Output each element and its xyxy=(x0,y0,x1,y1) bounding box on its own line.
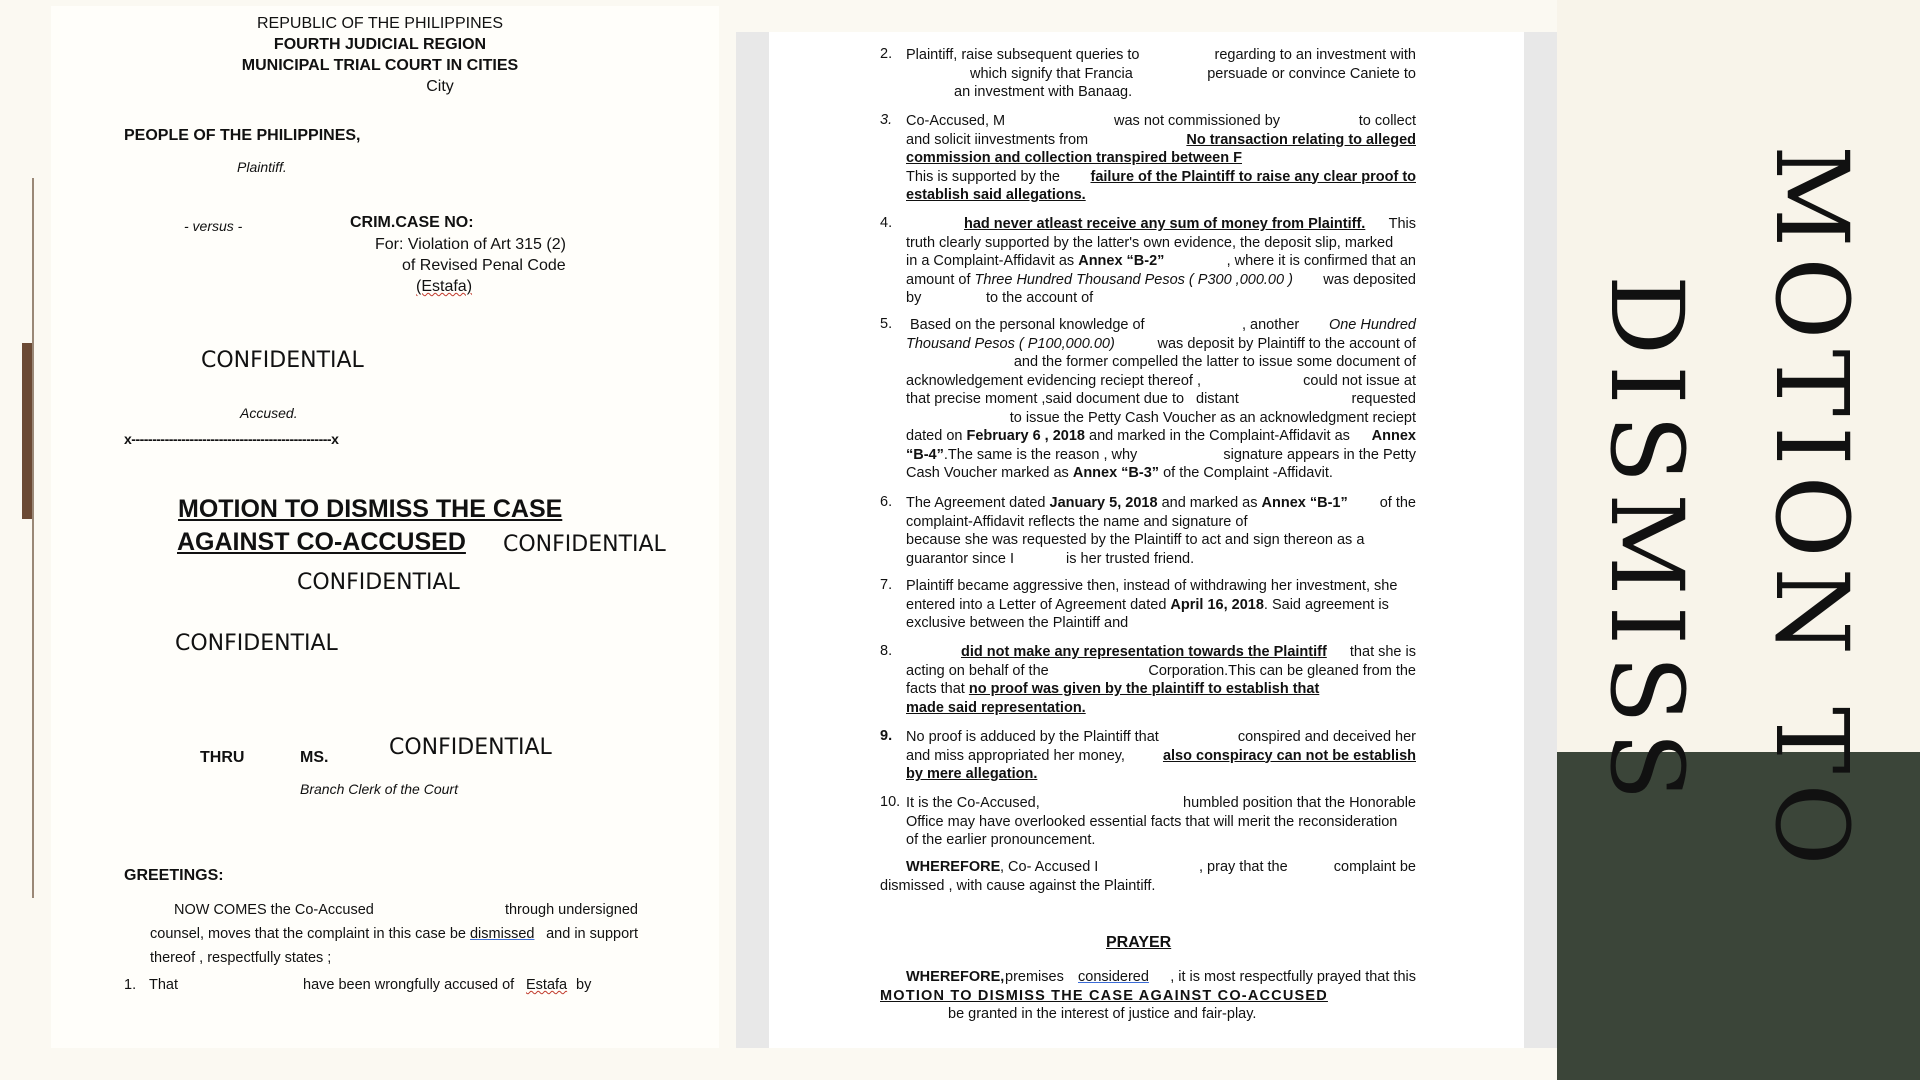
p3-line1c: to collect xyxy=(1358,113,1416,129)
wh2-c: considered xyxy=(1078,969,1149,985)
p3-line1b: was not commissioned by xyxy=(1114,113,1281,129)
p5-line7d: Annex xyxy=(1371,428,1416,444)
para-5-number: 5. xyxy=(880,316,893,332)
para-8-number: 8. xyxy=(880,643,893,659)
para-10 xyxy=(906,794,1416,850)
p5-line6: to issue the Petty Cash Voucher as an acknowledgment reciept xyxy=(1009,409,1416,426)
p9-line2a: and miss appropriated her money, xyxy=(906,747,1125,764)
p7-line3: exclusive between the Plaintiff and xyxy=(906,615,1129,631)
p5-line5b: distant xyxy=(1196,391,1239,407)
p3-line4a: This is supported by the xyxy=(906,168,1060,185)
item-1-text-a: That xyxy=(149,977,179,993)
para-6-number: 6. xyxy=(880,494,893,510)
para-7 xyxy=(906,577,1416,633)
p5-line9b: Annex “B-3” xyxy=(1072,465,1160,481)
p5-line1a: Based on the personal knowledge of xyxy=(910,317,1145,333)
p2-line2b: persuade or convince Caniete to xyxy=(1207,65,1416,82)
p2-line1a: Plaintiff, raise subsequent queries to xyxy=(906,47,1140,63)
p2-line3: an investment with Banaag. xyxy=(954,84,1133,100)
p5-line9c: of the Complaint -Affidavit. xyxy=(1163,465,1333,481)
p10-line1b: humbled position that the Honorable xyxy=(1183,795,1416,811)
p5-line8a: “B-4” xyxy=(906,446,944,463)
p2-line2a: which signify that Francia xyxy=(970,65,1133,82)
revised-penal-code: of Revised Penal Code xyxy=(402,257,566,274)
accused-label: Accused. xyxy=(240,405,298,421)
para-3-number: 3. xyxy=(880,112,893,128)
wh2-b: premises xyxy=(1005,969,1064,985)
confidential-stamp-3: CONFIDENTIAL xyxy=(297,570,460,595)
p3-line1a: Co-Accused, M xyxy=(906,113,1006,129)
estafa-label: (Estafa) xyxy=(416,278,473,295)
p3-line2a: and solicit iinvestments from xyxy=(906,131,1089,148)
para-7-number: 7. xyxy=(880,577,893,593)
p5-line7c: and marked in the Complaint-Affidavit as xyxy=(1089,428,1350,444)
wh1-b: , Co- Accused I xyxy=(1000,859,1099,875)
p4-line1b: This xyxy=(1388,216,1416,232)
p4-line4c: was deposited xyxy=(1323,271,1416,288)
para-8 xyxy=(906,643,1416,717)
p5-line1c: One Hundred xyxy=(1328,317,1416,333)
para-3 xyxy=(906,112,1416,205)
p4-line3a: in a Complaint-Affidavit as xyxy=(906,253,1075,269)
case-number-label: CRIM.CASE NO: xyxy=(350,214,474,231)
p4-line4a: amount of xyxy=(906,271,971,288)
header-line-4: City xyxy=(426,78,454,95)
plaintiff-label: Plaintiff. xyxy=(237,159,287,175)
p5-line9a: Cash Voucher marked as xyxy=(906,465,1069,481)
p5-line4a: acknowledgement evidencing reciept thereof , xyxy=(906,372,1202,389)
p5-line3: and the former compelled the latter to issue some document of xyxy=(1013,354,1416,370)
confidential-stamp-1: CONFIDENTIAL xyxy=(201,348,364,373)
motion-title-line-2: AGAINST CO-ACCUSED xyxy=(177,528,466,556)
p4-line3c: , where it is confirmed that an xyxy=(1226,253,1416,269)
p8-line2b: Corporation.This can be gleaned from the xyxy=(1148,662,1416,679)
header-line-1: REPUBLIC OF THE PHILIPPINES xyxy=(257,15,503,32)
item-1-text-b: have been wrongfully accused of xyxy=(303,977,515,993)
p9-line3: by mere allegation. xyxy=(906,766,1038,782)
p6-line1e: of the xyxy=(1379,495,1416,511)
thru-label: THRU xyxy=(200,749,245,766)
p8-line1a: did not make any representation towards the Plaintiff xyxy=(961,644,1327,660)
wh2-line2: MOTION TO DISMISS THE CASE AGAINST CO-ACCUSED xyxy=(880,987,1328,1004)
p5-line8b: .The same is the reason , why xyxy=(943,446,1138,463)
p3-line2b: No transaction relating to alleged xyxy=(1186,131,1416,148)
p9-line2b: also conspiracy can not be establish xyxy=(1162,747,1416,764)
p6-line3: because she was requested by the Plaintiff to act and sign thereon as a xyxy=(906,532,1365,548)
violation-line: For: Violation of Art 315 (2) xyxy=(375,236,566,253)
wh2-d: , it is most respectfully prayed that this xyxy=(1170,969,1416,985)
people-title: PEOPLE OF THE PHILIPPINES, xyxy=(124,127,361,144)
wherefore-paragraph-2 xyxy=(880,968,1416,1024)
p7-line2b: April 16, 2018 xyxy=(1170,596,1264,613)
p8-line4: made said representation. xyxy=(906,699,1086,716)
p5-line8c: signature appears in the Petty xyxy=(1223,446,1416,463)
ms-label: MS. xyxy=(300,749,329,766)
p9-line1b: conspired and deceived her xyxy=(1237,729,1416,745)
p8-line2a: acting on behalf of the xyxy=(906,662,1049,679)
counsel-text-1: counsel, moves that the complaint in this case be xyxy=(150,926,466,942)
p6-line2a: complaint-Affidavit reflects the name and signature of xyxy=(906,513,1248,530)
para-9 xyxy=(906,728,1416,784)
greetings-label: GREETINGS: xyxy=(124,867,224,884)
p3-line5: establish said allegations. xyxy=(906,187,1086,203)
confidential-stamp-5: CONFIDENTIAL xyxy=(389,735,552,760)
para-4 xyxy=(906,215,1416,308)
confidential-stamp-4: CONFIDENTIAL xyxy=(175,631,338,656)
motion-title-line-1: MOTION TO DISMISS THE CASE xyxy=(178,495,563,523)
decor-word-dismiss: DISMISS xyxy=(1588,275,1705,811)
p3-line3: commission and collection transpired between F xyxy=(906,150,1242,166)
p10-line1a: It is the Co-Accused, xyxy=(906,795,1040,811)
prayer-heading: PRAYER xyxy=(1106,934,1172,951)
p8-line3b: no proof was given by the plaintiff to establish that xyxy=(968,681,1320,697)
p3-line4b: failure of the Plaintiff to raise any clear proof to xyxy=(1090,168,1416,185)
p6-line1a: The Agreement dated xyxy=(906,495,1046,511)
p5-line5c: requested xyxy=(1351,391,1416,407)
confidential-stamp-2: CONFIDENTIAL xyxy=(503,532,666,557)
item-1-number: 1. xyxy=(124,977,137,993)
para-2-number: 2. xyxy=(880,46,893,62)
header-line-2: FOURTH JUDICIAL REGION xyxy=(273,36,487,53)
p5-line4b: could not issue at xyxy=(1303,372,1416,389)
thereof-text: thereof , respectfully states ; xyxy=(150,950,332,966)
separator-line: x------------------------------------------------x xyxy=(124,431,339,447)
para-10-number: 10. xyxy=(880,794,901,810)
wh1-d: complaint be xyxy=(1333,859,1416,875)
branch-clerk-label: Branch Clerk of the Court xyxy=(300,781,458,797)
p4-line4b: Three Hundred Thousand Pesos ( P300 ,000.00 ) xyxy=(974,271,1293,288)
p7-line1: Plaintiff became aggressive then, instead of withdrawing her investment, she xyxy=(906,578,1398,594)
item-1-text-c: by xyxy=(576,977,592,993)
p5-line1b: , another xyxy=(1242,317,1300,333)
wh2-line3: be granted in the interest of justice and fair-play. xyxy=(948,1006,1257,1022)
p5-line7b: February 6 , 2018 xyxy=(966,428,1085,444)
wh1-c: , pray that the xyxy=(1199,859,1288,875)
p8-line3a: facts that xyxy=(906,681,965,697)
p4-line5b: to the account of xyxy=(986,290,1094,306)
para-5 xyxy=(906,316,1416,483)
p6-line1d: Annex “B-1” xyxy=(1261,495,1348,511)
p4-line1a: had never atleast receive any sum of money from Plaintiff. xyxy=(964,216,1366,232)
p2-line1b: regarding to an investment with xyxy=(1214,47,1416,63)
p6-line4a: guarantor since I xyxy=(906,550,1015,567)
versus-label: - versus - xyxy=(184,218,243,234)
p10-line2: Office may have overlooked essential facts that will merit the reconsideration xyxy=(906,813,1398,830)
decor-word-motion-to: MOTION TO xyxy=(1753,145,1870,876)
p5-line7a: dated on xyxy=(906,428,963,444)
wh1-a: WHEREFORE xyxy=(906,859,1001,875)
now-comes-text-2: through undersigned xyxy=(504,902,638,918)
counsel-text-2: and in support xyxy=(546,926,638,942)
p4-line2: truth clearly supported by the latter's own evidence, the deposit slip, marked xyxy=(906,234,1394,251)
p6-line1c: and marked as xyxy=(1161,495,1258,511)
dismissed-word: dismissed xyxy=(469,926,535,942)
para-2 xyxy=(906,46,1416,102)
now-comes-text-1: NOW COMES the Co-Accused xyxy=(174,902,374,918)
p5-line5a: that precise moment ,said document due to xyxy=(906,391,1185,407)
p4-line3b: Annex “B-2” xyxy=(1078,253,1165,269)
p6-line4b: is her trusted friend. xyxy=(1066,550,1195,567)
p6-line1b: January 5, 2018 xyxy=(1049,495,1158,511)
wh1-line2: dismissed , with cause against the Plaintiff. xyxy=(880,877,1156,894)
p4-line5a: by xyxy=(906,290,922,306)
header-line-3: MUNICIPAL TRIAL COURT IN CITIES xyxy=(241,57,519,74)
p5-line2b: was deposit by Plaintiff to the account of xyxy=(1157,335,1416,352)
wh2-a: WHEREFORE, xyxy=(906,969,1005,985)
p5-line2a: Thousand Pesos ( P100,000.00) xyxy=(906,335,1115,352)
p8-line1b: that she is xyxy=(1349,644,1416,660)
para-4-number: 4. xyxy=(880,215,893,231)
item-1-estafa: Estafa xyxy=(526,977,568,993)
p7-line2a: entered into a Letter of Agreement dated xyxy=(906,596,1167,613)
p7-line2c: . Said agreement is xyxy=(1263,596,1389,613)
p9-line1a: No proof is adduced by the Plaintiff that xyxy=(906,729,1159,745)
p10-line3: of the earlier pronouncement. xyxy=(906,832,1096,848)
wherefore-paragraph-1 xyxy=(880,858,1416,895)
para-9-number: 9. xyxy=(880,728,893,744)
para-6 xyxy=(906,494,1416,568)
